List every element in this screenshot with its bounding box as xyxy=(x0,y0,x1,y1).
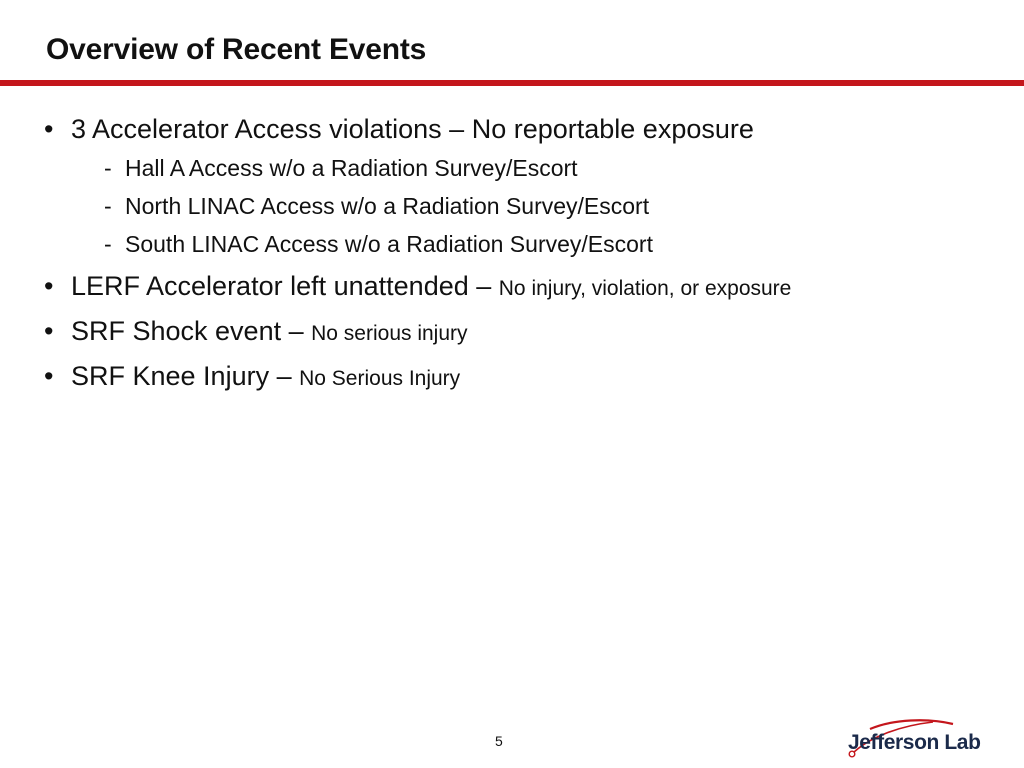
title-divider xyxy=(0,80,1024,86)
sub-list xyxy=(44,149,1004,263)
slide-title: Overview of Recent Events xyxy=(46,33,427,66)
bullet-detail: No serious injury xyxy=(311,322,468,345)
bullet-item xyxy=(44,355,1004,400)
sub-item xyxy=(44,225,1004,263)
sub-item-text: Hall A Access w/o a Radiation Survey/Escort xyxy=(125,155,578,181)
bullet-detail: No injury, violation, or exposure xyxy=(498,277,792,300)
bullet-text: LERF Accelerator left unattended – xyxy=(71,271,499,301)
sub-list-container xyxy=(44,149,1004,263)
logo-text: Jefferson Lab xyxy=(848,731,981,754)
sub-item-text: North LINAC Access w/o a Radiation Survey/Escort xyxy=(125,193,650,219)
bullet-item xyxy=(44,310,1004,355)
jefferson-lab-logo xyxy=(838,716,998,760)
sub-item-text: South LINAC Access w/o a Radiation Survey/Escort xyxy=(125,231,653,257)
bullet-marker: • xyxy=(44,361,54,391)
bullet-item xyxy=(44,108,1004,151)
bullet-text: 3 Accelerator Access violations – No reportable exposure xyxy=(71,114,754,144)
dash-marker: - xyxy=(104,193,112,219)
sub-item xyxy=(44,187,1004,225)
page-number: 5 xyxy=(495,733,503,749)
bullet-detail: No Serious Injury xyxy=(299,367,461,390)
bullet-marker: • xyxy=(44,271,54,301)
sub-item xyxy=(44,149,1004,187)
dash-marker: - xyxy=(104,155,112,181)
bullet-item xyxy=(44,265,1004,310)
bullet-text: SRF Knee Injury – xyxy=(71,361,300,391)
bullet-list xyxy=(44,108,1004,400)
bullet-marker: • xyxy=(44,114,54,144)
dash-marker: - xyxy=(104,231,112,257)
bullet-marker: • xyxy=(44,316,54,346)
bullet-text: SRF Shock event – xyxy=(71,316,312,346)
